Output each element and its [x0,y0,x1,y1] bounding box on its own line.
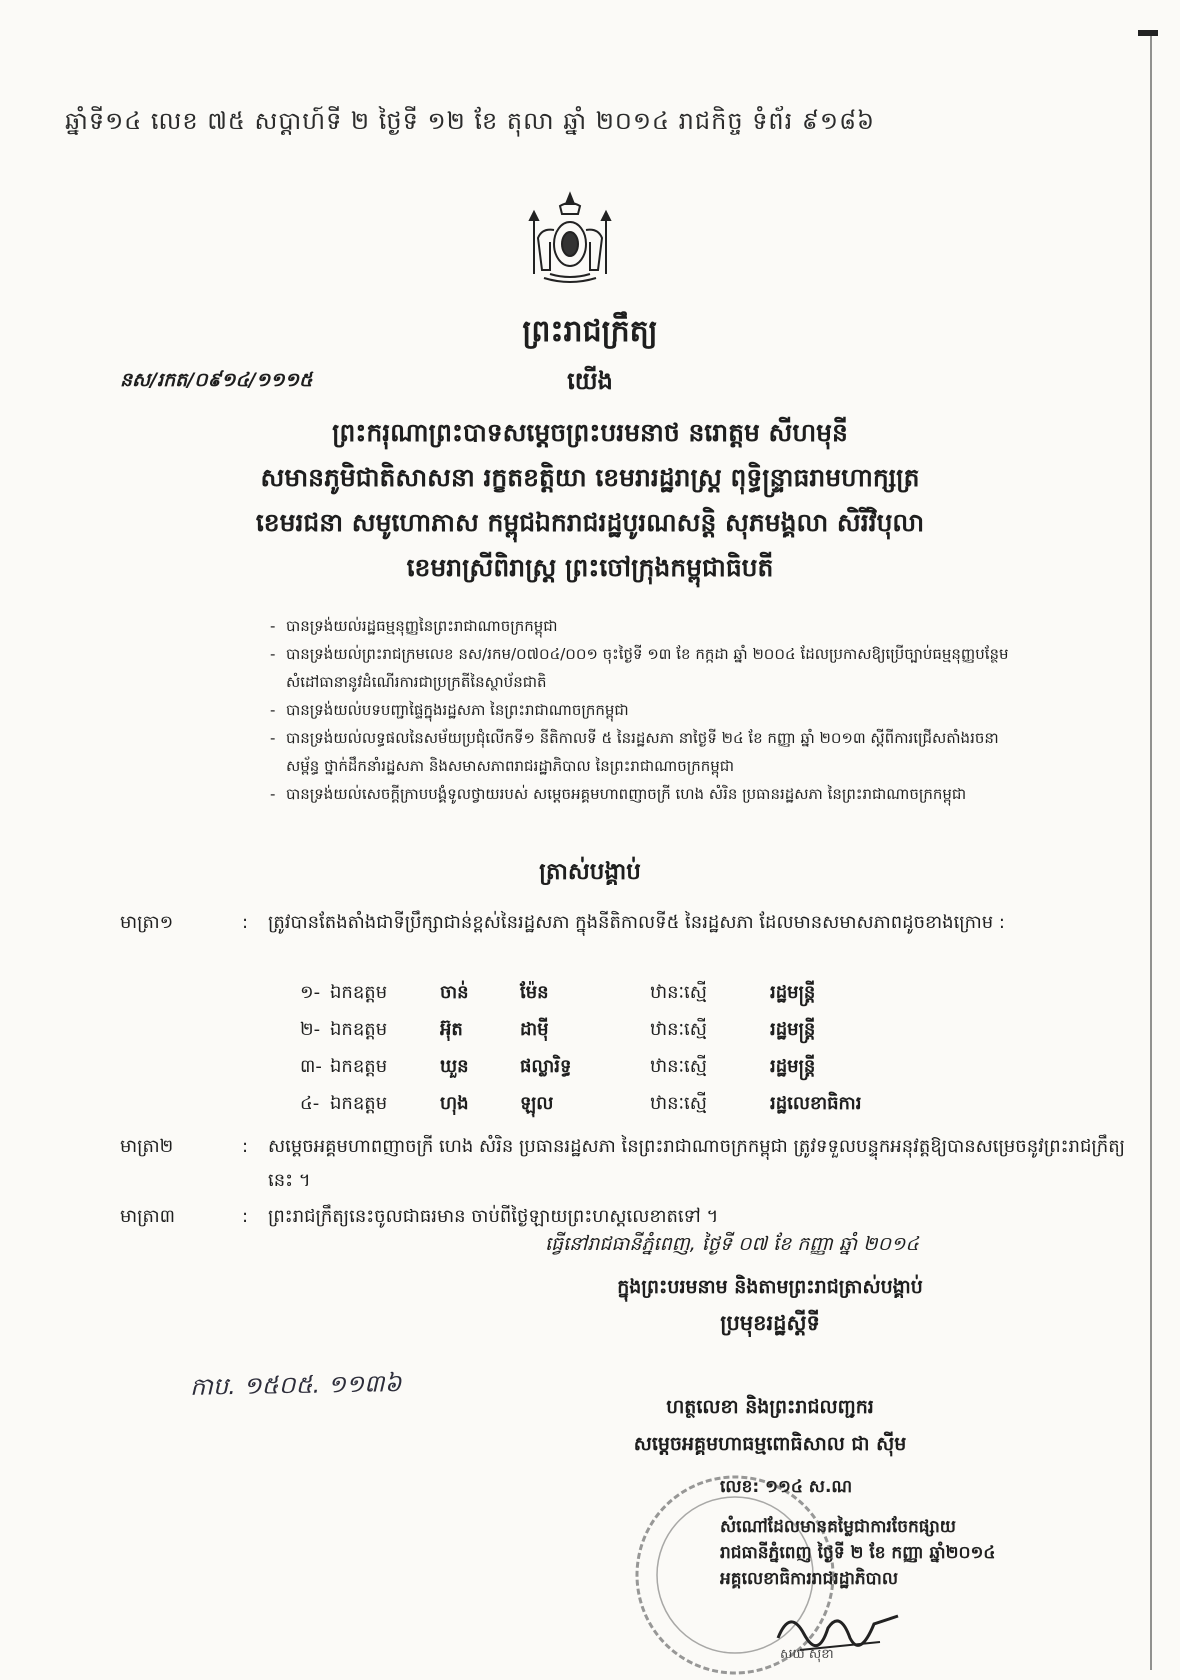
article-label: មាត្រា២ [120,1136,174,1157]
signature-authority-line: ក្នុងព្រះបរមនាម និងតាមព្រះរាជត្រាស់បង្គាប់ [617,1276,923,1298]
royal-coat-of-arms-icon [520,190,620,290]
article-colon: : [242,1136,249,1157]
consideration-item: - បានទ្រង់យល់បទបញ្ជាផ្ទៃក្នុងរដ្ឋសភា នៃព្រះរាជាណាចក្រកម្ពុជា [270,696,1030,724]
stamp-bottom-text: សយ សុខា [780,1647,834,1662]
reference-number: នស/រកត/០៩១៤/១១១៥ [120,369,313,391]
article-label: មាត្រា៣ [120,1206,176,1227]
appointee-honorific: ឯកឧត្តម [330,1056,388,1077]
appointee-rank: ឋានៈស្មើ [650,1056,707,1077]
appointee-role: រដ្ឋមន្ត្រី [770,982,816,1003]
appointee-role: រដ្ឋលេខាធិការ [770,1093,862,1114]
appointee-rank: ឋានៈស្មើ [650,1093,707,1114]
article-text: សម្តេចអគ្គមហាពញាចក្រី ហេង សំរិន ប្រធានរដ្ឋសភា នៃព្រះរាជាណាចក្រកម្ពុជា ត្រូវទទួលបន្ទុកអនុវត្តឱ្យបានសម្រេចនូវព្រះរាជក្រឹត្យនេះ ។ [268,1136,1125,1191]
appointee-number: ១- [300,982,321,1003]
consideration-item: - បានទ្រង់យល់សេចក្តីក្រាបបង្គំទូលថ្វាយរបស់ សម្តេចអគ្គមហាពញាចក្រី ហេង សំរិន ប្រធានរដ្ឋសភា នៃព្រះរាជាណាចក្រកម្ពុជា [270,780,1030,808]
consideration-item: - បានទ្រង់យល់ព្រះរាជក្រមលេខ នស/រកម/០៧០៤/០០១ ចុះថ្ងៃទី ១៣ ខែ កក្កដា ឆ្នាំ ២០០៤ ដែលប្រកាសឱ្យប្រើច្បាប់ធម្មនុញ្ញបន្ថែម សំដៅធានានូវដំណើរការជាប្រក្រតីនៃស្ថាប័នជាតិ [270,640,1030,696]
appointee-role: រដ្ឋមន្ត្រី [770,1019,816,1040]
king-title-line-2: សមានភូមិជាតិសាសនា រក្ខតខត្តិយា ខេមរារដ្ឋរាស្ត្រ ពុទ្ធិន្ទ្រាធរាមហាក្សត្រ [260,463,920,492]
stamp-line-2: រាជធានីភ្នំពេញ ថ្ងៃទី ២ ខែ កញ្ញា ឆ្នាំ២០១៤ [720,1543,996,1563]
signature-and-seal-line: ហត្ថលេខា និងព្រះរាជលញ្ជករ [666,1396,874,1418]
place-and-date: ធ្វើនៅរាជធានីភ្នំពេញ, ថ្ងៃទី ០៧ ខែ កញ្ញា ឆ្នាំ ២០១៤ [545,1233,919,1255]
article-label: មាត្រា១ [120,912,174,933]
appointee-family-name: ហុង [440,1093,469,1114]
article-colon: : [242,912,249,933]
consideration-text: បានទ្រង់យល់លទ្ធផលនៃសម័យប្រជុំលើកទី១ នីតិកាលទី ៥ នៃរដ្ឋសភា នាថ្ងៃទី ២៤ ខែ កញ្ញា ឆ្នាំ ២០១៣ ស្តីពីការជ្រើសតាំងរចនាសម្ព័ន្ធ ថ្នាក់ដឹកនាំរដ្ឋសភា និងសមាសភាពរាជរដ្ឋាភិបាល នៃព្រះរាជាណាចក្រកម្ពុជា [286,729,999,775]
appointee-family-name: ឃួន [440,1056,469,1077]
appointee-honorific: ឯកឧត្តម [330,1019,388,1040]
consideration-text: បានទ្រង់យល់សេចក្តីក្រាបបង្គំទូលថ្វាយរបស់ សម្តេចអគ្គមហាពញាចក្រី ហេង សំរិន ប្រធានរដ្ឋសភា នៃព្រះរាជាណាចក្រកម្ពុជា [286,785,967,803]
appointee-family-name: ចាន់ [440,982,469,1003]
page-edge-line [1150,30,1152,1670]
consideration-text: បានទ្រង់យល់បទបញ្ជាផ្ទៃក្នុងរដ្ឋសភា នៃព្រះរាជាណាចក្រកម្ពុជា [286,701,629,719]
stamp-number: លេខ: ១១៤ ស.ណ [720,1477,853,1497]
stamp-line-1: សំណៅដែលមានគម្លៃជាការចែកផ្សាយ [720,1517,956,1537]
king-title-line-3: ខេមរជនា សមូហោភាស កម្ពុជឯករាជរដ្ឋបូរណសន្តិ សុភមង្គលា សិរីវិបុលា [255,508,925,537]
page-edge-mark [1138,30,1158,36]
king-title-line-1: ព្រះករុណាព្រះបាទសម្តេចព្រះបរមនាថ នរោត្តម សីហមុនី [332,418,848,447]
decide-heading: ត្រាស់បង្គាប់ [539,859,641,885]
appointee-family-name: អ៊ុត [440,1019,463,1040]
appointee-given-name: ដាម៉ី [520,1019,549,1040]
appointee-number: ៣- [300,1056,322,1077]
king-title-line-4: ខេមរាស្រីពិរាស្ត្រ ព្រះចៅក្រុងកម្ពុជាធិបតី [406,553,774,582]
consideration-item: - បានទ្រង់យល់រដ្ឋធម្មនុញ្ញនៃព្រះរាជាណាចក្រកម្ពុជា [270,612,1030,640]
appointee-number: ២- [300,1019,321,1040]
appointee-given-name: ឡុល [520,1093,554,1114]
decree-title: ព្រះរាជក្រឹត្យ [522,314,658,349]
appointee-honorific: ឯកឧត្តម [330,982,388,1003]
appointee-honorific: ឯកឧត្តម [330,1093,388,1114]
consideration-item: - បានទ្រង់យល់លទ្ធផលនៃសម័យប្រជុំលើកទី១ នីតិកាលទី ៥ នៃរដ្ឋសភា នាថ្ងៃទី ២៤ ខែ កញ្ញា ឆ្នាំ ២០១៣ ស្តីពីការជ្រើសតាំងរចនាសម្ព័ន្ធ ថ្នាក់ដឹកនាំរដ្ឋសភា និងសមាសភាពរាជរដ្ឋាភិបាល នៃព្រះរាជាណាចក្រកម្ពុជា [270,724,1030,780]
considerations-list [270,612,1030,808]
article-text: ព្រះរាជក្រឹត្យនេះចូលជាធរមាន ចាប់ពីថ្ងៃឡាយព្រះហស្តលេខាតទៅ ។ [268,1206,719,1227]
article-text: ត្រូវបានតែងតាំងជាទីប្រឹក្សាជាន់ខ្ពស់នៃរដ្ឋសភា ក្នុងនីតិកាលទី៥ នៃរដ្ឋសភា ដែលមានសមាសភាពដូចខាងក្រោម : [268,912,1005,933]
signatory-name: សម្តេចអគ្គមហាធម្មពោធិសាល ជា ស៊ីម [633,1433,907,1455]
certification-stamp [600,1470,1040,1670]
consideration-text: បានទ្រង់យល់ព្រះរាជក្រមលេខ នស/រកម/០៧០៤/០០១ ចុះថ្ងៃទី ១៣ ខែ កក្កដា ឆ្នាំ ២០០៤ ដែលប្រកាសឱ្យប្រើច្បាប់ធម្មនុញ្ញបន្ថែម សំដៅធានានូវដំណើរការជាប្រក្រតីនៃស្ថាប័នជាតិ [286,645,1009,691]
article-colon: : [242,1206,249,1227]
acting-head-of-state-line: ប្រមុខរដ្ឋស្តីទី [720,1311,820,1335]
handwritten-note: កាប. ១៥០៥. ១១៣៦ [189,1369,402,1401]
appointee-rank: ឋានៈស្មើ [650,1019,707,1040]
appointee-given-name: ម៉ែន [520,982,549,1003]
appointee-role: រដ្ឋមន្ត្រី [770,1056,816,1077]
appointee-rank: ឋានៈស្មើ [650,982,707,1003]
we-heading: យើង [567,367,613,395]
gazette-header: ឆ្នាំទី១៤ លេខ ៧៥ សប្តាហ៍ទី ២ ថ្ងៃទី ១២ ខែ តុលា ឆ្នាំ ២០១៤ រាជកិច្ច ទំព័រ ៩១៨៦ [65,107,876,135]
consideration-text: បានទ្រង់យល់រដ្ឋធម្មនុញ្ញនៃព្រះរាជាណាចក្រកម្ពុជា [286,617,558,635]
appointee-given-name: ផល្លារិទ្ធ [520,1056,572,1077]
appointee-number: ៤- [300,1093,320,1114]
stamp-line-3: អគ្គលេខាធិការរាជរដ្ឋាភិបាល [720,1569,899,1589]
